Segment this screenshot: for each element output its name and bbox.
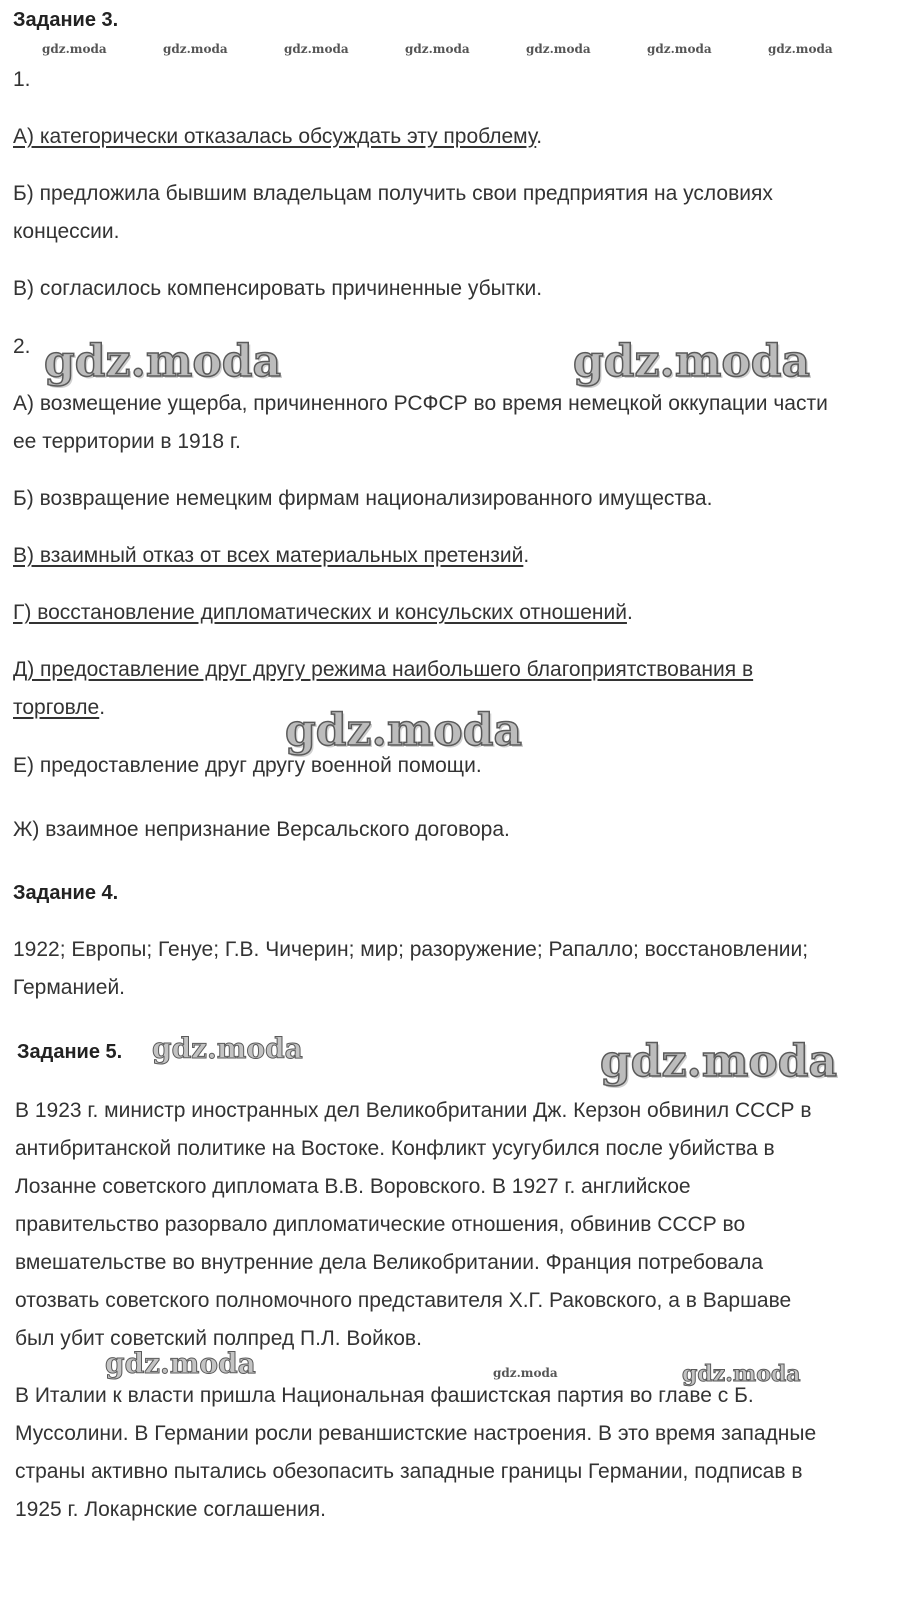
task3-heading: Задание 3. (13, 9, 119, 31)
task5-heading: Задание 5. (17, 1041, 123, 1063)
question2-number: 2. (13, 335, 31, 358)
q1-answer-c: В) согласилось компенсировать причиненные убытки. (13, 277, 543, 300)
q2-answer-g: Ж) взаимное непризнание Версальского договора. (13, 818, 510, 841)
watermark: gdz.moda (682, 1361, 801, 1387)
watermark: gdz.moda (526, 42, 591, 56)
task5-p1-line: отозвать советского полномочного представителя Х.Г. Раковского, а в Варшаве (15, 1289, 792, 1312)
task5-p1-line: правительство разорвало дипломатические отношения, обвинив СССР во (15, 1213, 746, 1236)
task5-p1-line: антибританской политике на Востоке. Конфликт усугубился после убийства в (15, 1137, 775, 1160)
watermark: gdz.moda (493, 1366, 558, 1380)
q1-answer-b-line2: концессии. (13, 220, 120, 243)
q2-answer-d (13, 599, 633, 627)
task5-p2-line: В Италии к власти пришла Национальная фашистская партия во главе с Б. (15, 1384, 754, 1407)
q1-answer-a-text: А) категорически отказалась обсуждать эту проблему (13, 125, 537, 148)
q2-answer-f: Е) предоставление друг другу военной помощи. (13, 754, 482, 777)
q1-answer-a-punct: . (536, 125, 543, 148)
q2-answer-a-line2: ее территории в 1918 г. (13, 430, 241, 453)
task5-p2-line: 1925 г. Локарнские соглашения. (15, 1498, 326, 1521)
task5-p2-line: Муссолини. В Германии росли реваншистские настроения. В это время западные (15, 1422, 817, 1445)
watermark: gdz.moda (105, 1347, 256, 1380)
watermark: gdz.moda (647, 42, 712, 56)
watermark: gdz.moda (163, 42, 228, 56)
watermark: gdz.moda (405, 42, 470, 56)
task5-p2-line: страны активно пытались обезопасить западные границы Германии, подписав в (15, 1460, 803, 1483)
q2-answer-a-line1: А) возмещение ущерба, причиненного РСФСР во время немецкой оккупации части (13, 392, 828, 415)
task4-answer-line1: 1922; Европы; Генуе; Г.В. Чичерин; мир; разоружение; Рапалло; восстановлении; (13, 938, 809, 961)
q1-answer-a (13, 123, 542, 151)
q2-answer-b: Б) возвращение немецким фирмам национализированного имущества. (13, 487, 713, 510)
watermark: gdz.moda (768, 42, 833, 56)
q2-answer-e-punct: . (99, 696, 106, 719)
watermark: gdz.moda (42, 42, 107, 56)
q2-answer-c-punct: . (523, 544, 530, 567)
watermark: gdz.moda (44, 336, 282, 387)
q2-answer-c (13, 542, 529, 570)
task5-p1-line: В 1923 г. министр иностранных дел Великобритании Дж. Керзон обвинил СССР в (15, 1099, 812, 1122)
question1-number: 1. (13, 68, 31, 91)
task5-p1-line: был убит советский полпред П.Л. Войков. (15, 1327, 422, 1350)
watermark: gdz.moda (600, 1036, 838, 1087)
q2-answer-d-text: Г) восстановление дипломатических и консульских отношений (13, 601, 627, 624)
q2-answer-d-punct: . (626, 601, 633, 624)
watermark: gdz.moda (284, 42, 349, 56)
watermark: gdz.moda (573, 336, 811, 387)
task5-p1-line: вмешательстве во внутренние дела Великобритании. Франция потребовала (15, 1251, 764, 1274)
q2-answer-c-text: В) взаимный отказ от всех материальных претензий (13, 544, 524, 567)
watermark: gdz.moda (285, 705, 523, 756)
q2-answer-e-text1: Д) предоставление друг другу режима наибольшего благоприятствования в (13, 658, 754, 681)
q1-answer-b-line1: Б) предложила бывшим владельцам получить свои предприятия на условиях (13, 182, 773, 205)
q2-answer-e-line1 (13, 656, 753, 684)
watermark: gdz.moda (152, 1032, 303, 1065)
task5-p1-line: Лозанне советского дипломата В.В. Воровского. В 1927 г. английское (15, 1175, 691, 1198)
task4-heading: Задание 4. (13, 882, 119, 904)
q2-answer-e-text2: торговле (13, 696, 100, 719)
task4-answer-line2: Германией. (13, 976, 126, 999)
q2-answer-e-line2 (13, 694, 105, 722)
